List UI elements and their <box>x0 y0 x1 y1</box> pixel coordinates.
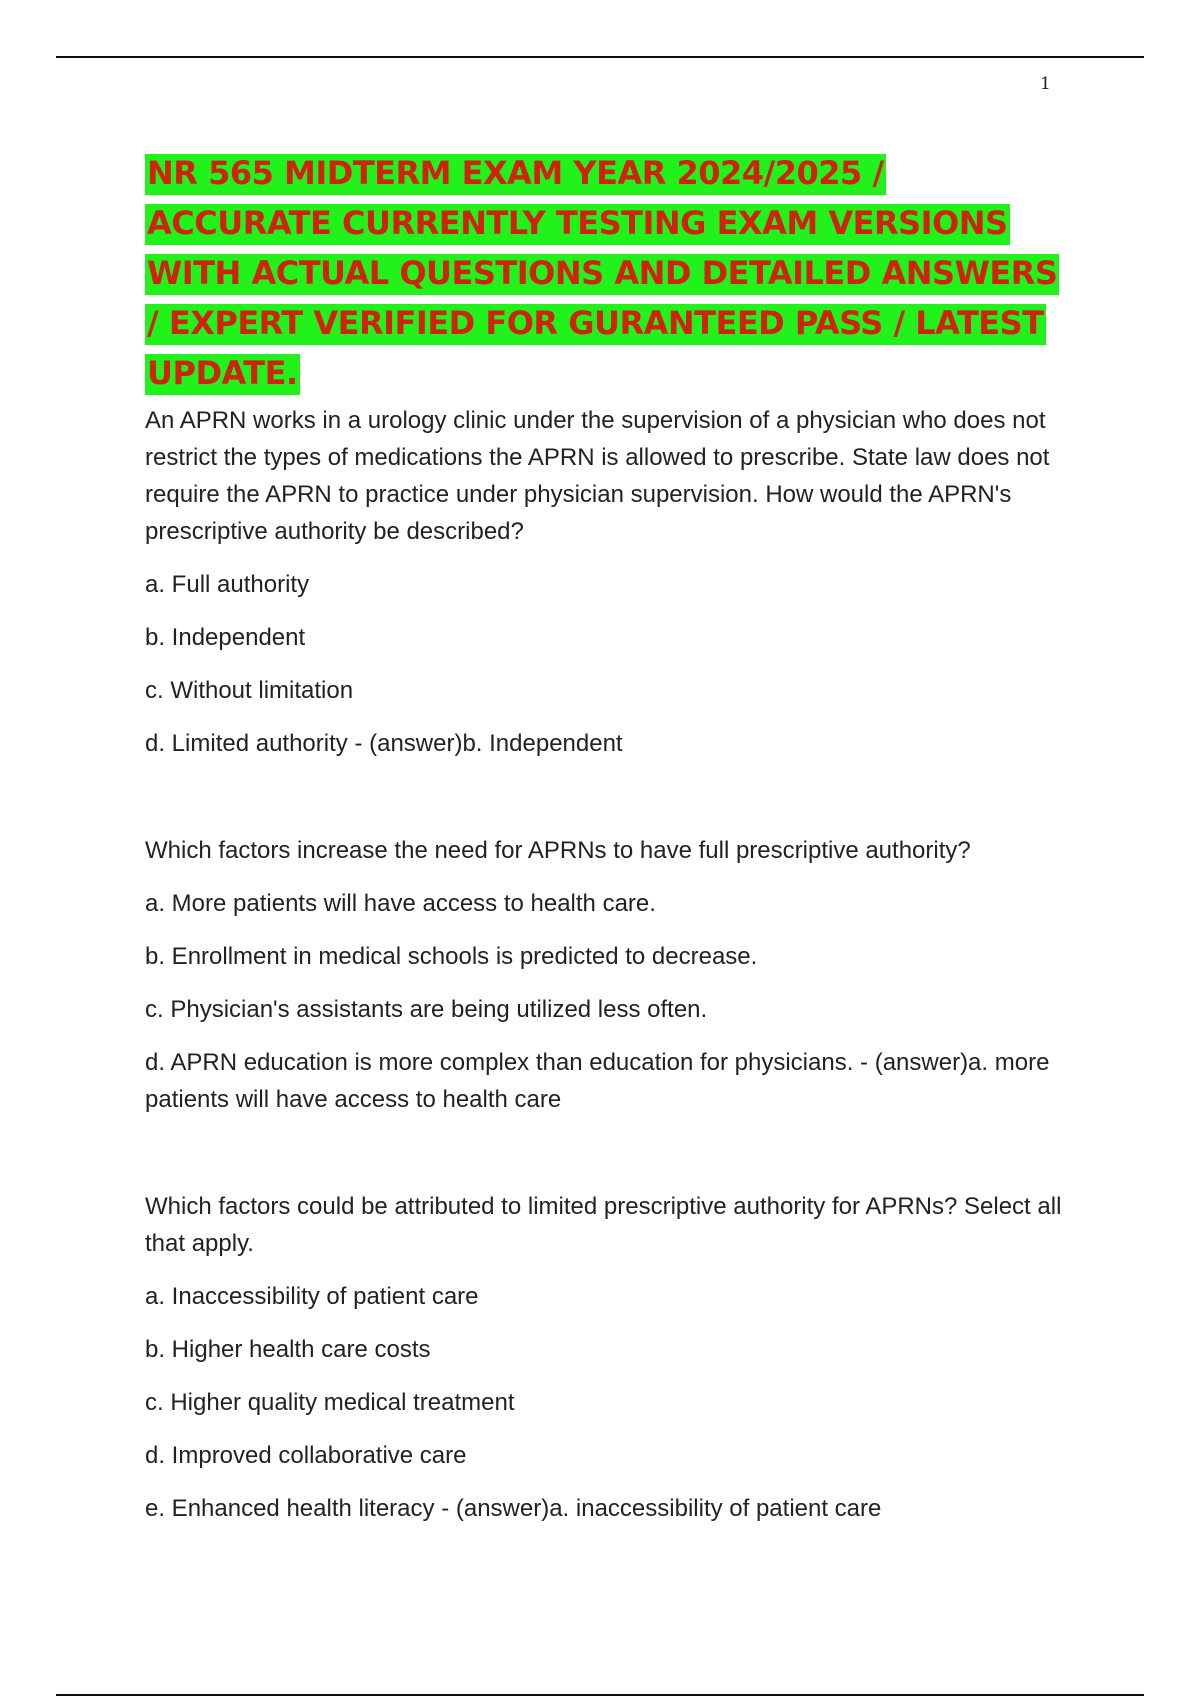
question-1 <box>145 402 1075 762</box>
option-e-with-answer: e. Enhanced health literacy - (answer)a. inaccessibility of patient care <box>145 1495 882 1522</box>
option-b: b. Independent <box>145 624 306 651</box>
document-title <box>145 148 1075 398</box>
question-text: An APRN works in a urology clinic under the supervision of a physician who does not restrict the types of medications the APRN is allowed to prescribe. State law does not require the APRN to practice under physician supervision. How would the APRN's prescriptive authority be described? <box>145 407 1050 545</box>
option-d-with-answer: d. APRN education is more complex than education for physicians. - (answer)a. more patients will have access to health care <box>145 1049 1050 1113</box>
question-2 <box>145 832 1075 1118</box>
option-d-with-answer: d. Limited authority - (answer)b. Independent <box>145 730 623 757</box>
option-a: a. More patients will have access to health care. <box>145 890 656 917</box>
document-body <box>145 148 1075 1527</box>
option-b: b. Higher health care costs <box>145 1336 431 1363</box>
option-a: a. Full authority <box>145 571 310 598</box>
page-number: 1 <box>1040 74 1051 94</box>
option-a: a. Inaccessibility of patient care <box>145 1283 479 1310</box>
option-d: d. Improved collaborative care <box>145 1442 467 1469</box>
question-text: Which factors increase the need for APRNs to have full prescriptive authority? <box>145 837 971 864</box>
option-list <box>145 885 1075 1118</box>
bottom-rule <box>56 1694 1144 1696</box>
option-list <box>145 1278 1075 1527</box>
question-3 <box>145 1188 1075 1527</box>
option-c: c. Higher quality medical treatment <box>145 1389 515 1416</box>
option-list <box>145 566 1075 762</box>
top-rule <box>56 56 1144 58</box>
option-c: c. Physician's assistants are being utilized less often. <box>145 996 708 1023</box>
document-title-highlight: NR 565 MIDTERM EXAM YEAR 2024/2025 / ACCURATE CURRENTLY TESTING EXAM VERSIONS WITH ACTUAL QUESTIONS AND DETAILED ANSWERS / EXPERT VERIFIED FOR GURANTEED PASS / LATEST UPDATE. <box>145 154 1059 395</box>
question-text: Which factors could be attributed to limited prescriptive authority for APRNs? Select all that apply. <box>145 1193 1062 1257</box>
option-c: c. Without limitation <box>145 677 354 704</box>
option-b: b. Enrollment in medical schools is predicted to decrease. <box>145 943 758 970</box>
